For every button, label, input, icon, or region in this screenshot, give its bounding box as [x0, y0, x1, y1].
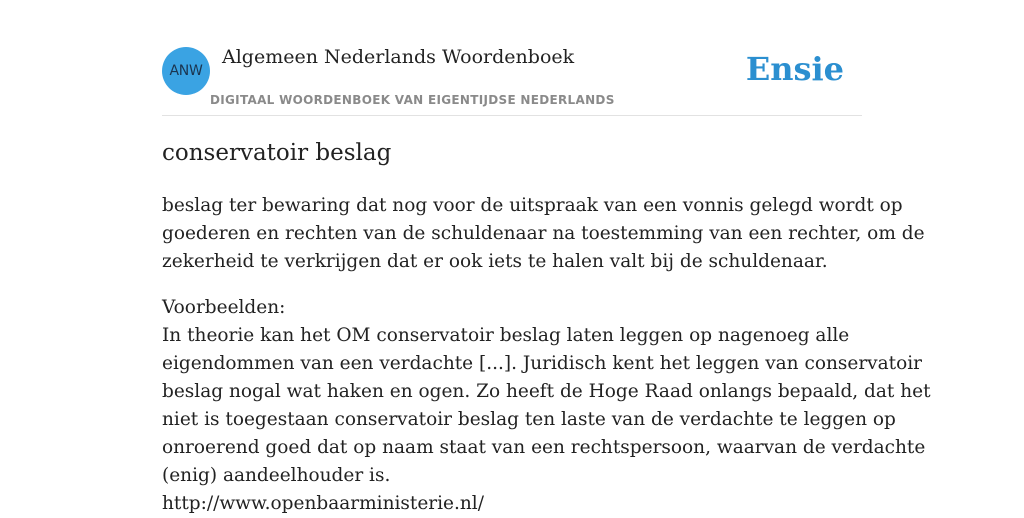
entry-content [162, 192, 931, 518]
example-line: eigendommen van een verdachte [...]. Juridisch kent het leggen van conservatoir [162, 353, 922, 374]
definition-line: zekerheid te verkrijgen dat er ook iets te halen valt bij de schuldenaar. [162, 251, 828, 272]
site-subtitle: DIGITAAL WOORDENBOEK VAN EIGENTIJDSE NEDERLANDS [210, 93, 615, 107]
definition-line: goederen en rechten van de schuldenaar na toestemming van een rechter, om de [162, 223, 925, 244]
examples-label: Voorbeelden: [162, 297, 286, 318]
definition [162, 192, 925, 276]
example-line: beslag nogal wat haken en ogen. Zo heeft de Hoge Raad onlangs bepaald, dat het [162, 381, 931, 402]
example-line: niet is toegestaan conservatoir beslag ten laste van de verdachte te leggen op [162, 409, 896, 430]
page-title: conservatoir beslag [162, 140, 392, 166]
example-line: onroerend goed dat op naam staat van een rechtspersoon, waarvan de verdachte [162, 437, 926, 458]
header-divider [162, 115, 862, 116]
site-title[interactable]: Algemeen Nederlands Woordenboek [222, 46, 575, 68]
example-line: In theorie kan het OM conservatoir beslag laten leggen op nagenoeg alle [162, 325, 850, 346]
anw-logo[interactable] [162, 47, 210, 95]
examples [162, 294, 931, 518]
example-line: (enig) aandeelhouder is. [162, 465, 391, 486]
ensie-brand-logo[interactable]: Ensie [745, 50, 844, 88]
definition-line: beslag ter bewaring dat nog voor de uitspraak van een vonnis gelegd wordt op [162, 195, 903, 216]
logo-text: ANW [169, 63, 203, 79]
source-link[interactable]: http://www.openbaarministerie.nl/ [162, 493, 484, 514]
